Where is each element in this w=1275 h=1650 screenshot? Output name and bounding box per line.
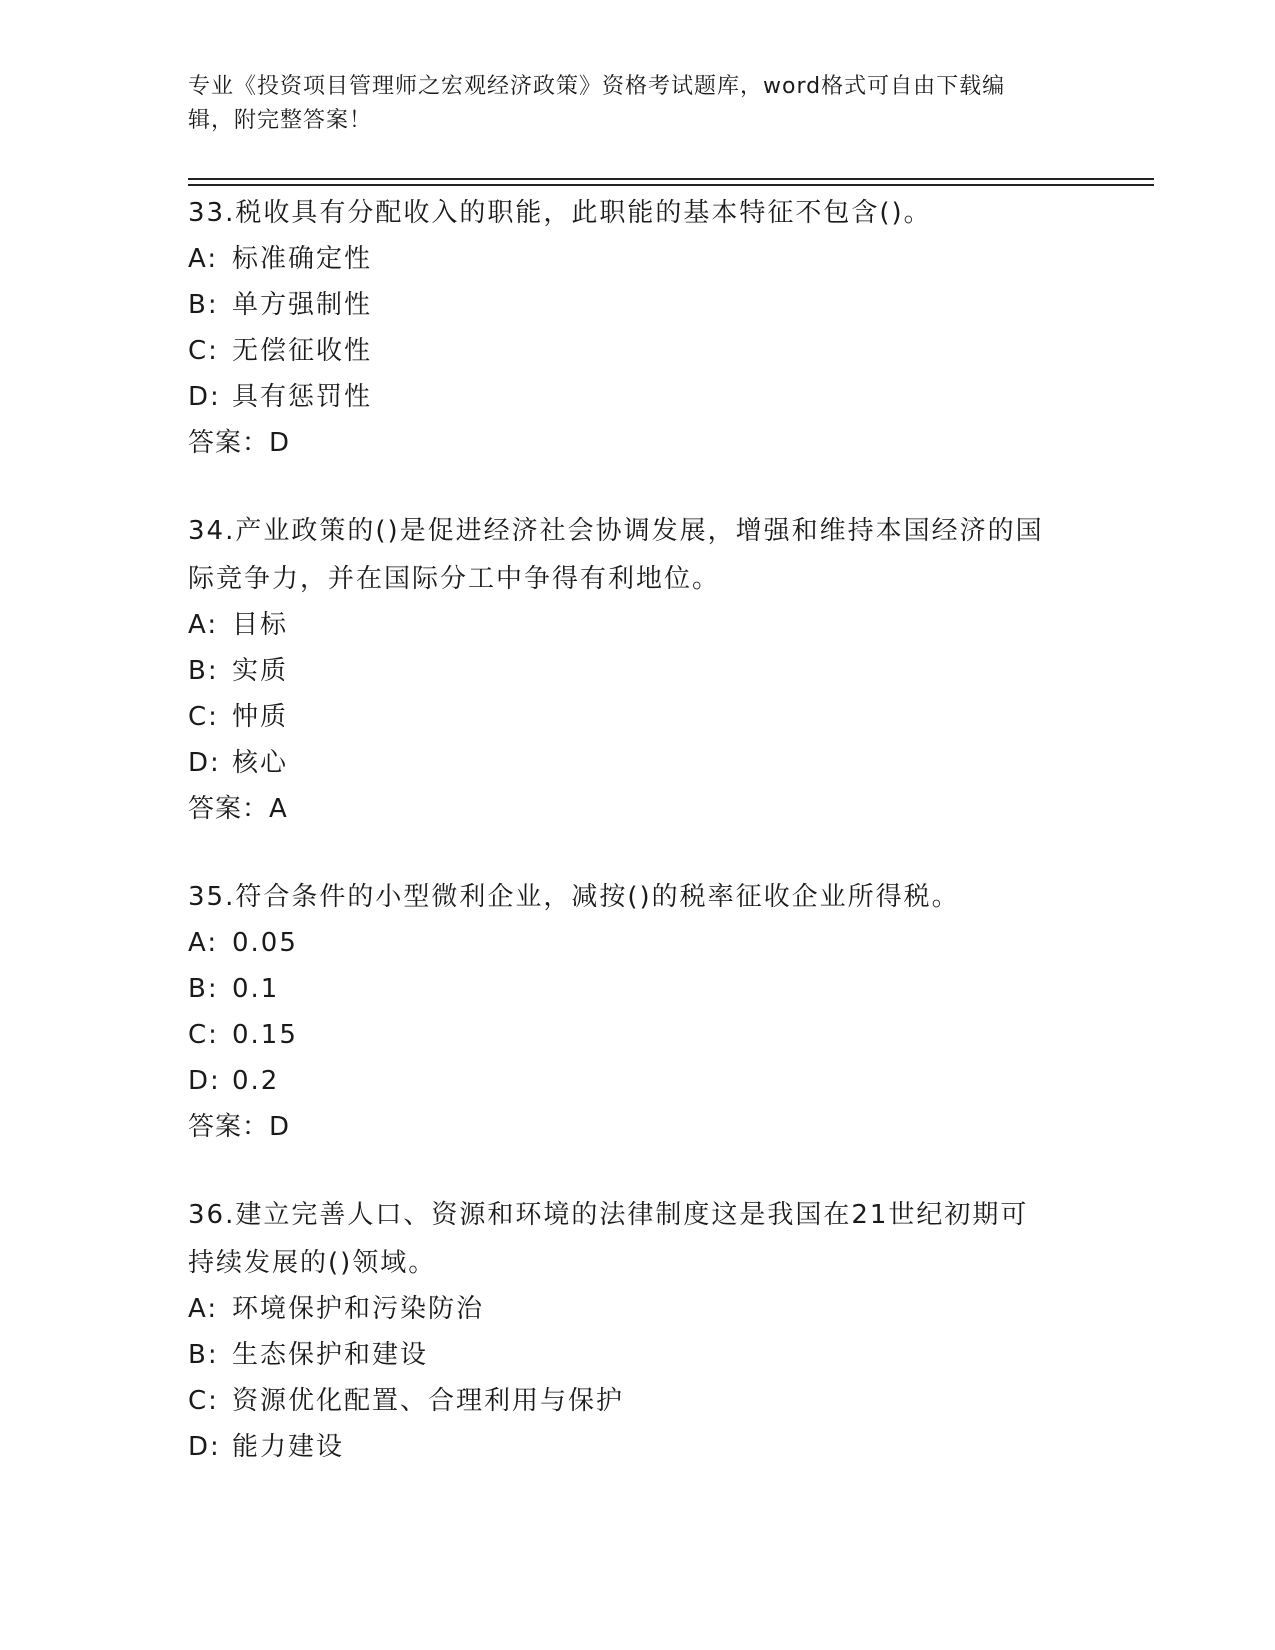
option-letter: D: [188, 1066, 221, 1096]
option-text: 环境保护和污染防治 [232, 1294, 485, 1324]
option-text: 实质 [232, 656, 289, 686]
header-line-1: 专业《投资项目管理师之宏观经济政策》资格考试题库，word格式可自由下载编 [188, 74, 1006, 99]
answer-key: 答案：D [188, 1112, 291, 1142]
option-text: 0.15 [232, 1020, 298, 1050]
option-text: 忡质 [232, 702, 289, 732]
option-text: 资源优化配置、合理利用与保护 [232, 1386, 625, 1416]
question-stem: 36.建立完善人口、资源和环境的法律制度这是我国在21世纪初期可 [188, 1200, 1029, 1230]
answer-key: 答案：A [188, 794, 288, 824]
option-text: 0.05 [232, 928, 298, 958]
question-block [188, 872, 1088, 1150]
option-text: 0.1 [232, 974, 280, 1004]
answer-option [188, 282, 1088, 328]
option-letter: B: [188, 1340, 219, 1370]
answer-option [188, 1378, 1088, 1424]
answer-key: 答案：D [188, 428, 291, 458]
answer-option [188, 328, 1088, 374]
option-letter: C: [188, 1020, 219, 1050]
option-text: 核心 [232, 748, 289, 778]
answer-option [188, 602, 1088, 648]
answer-option [188, 1058, 1088, 1104]
answer-option [188, 1012, 1088, 1058]
option-text: 单方强制性 [232, 290, 373, 320]
question-block [188, 1190, 1088, 1470]
option-letter: D: [188, 1432, 221, 1462]
option-letter: A: [188, 1294, 219, 1324]
answer-option [188, 740, 1088, 786]
question-block [188, 188, 1088, 466]
option-letter: A: [188, 610, 219, 640]
question-stem: 34.产业政策的()是促进经济社会协调发展，增强和维持本国经济的国 [188, 516, 1044, 546]
option-text: 能力建设 [232, 1432, 345, 1462]
answer-option [188, 1286, 1088, 1332]
header-divider-bottom [188, 184, 1154, 186]
answer-option [188, 1424, 1088, 1470]
answer-option [188, 648, 1088, 694]
option-text: 标准确定性 [232, 244, 373, 274]
header-line-2: 辑，附完整答案！ [188, 108, 373, 133]
answer-option [188, 920, 1088, 966]
header-divider-top [188, 178, 1154, 180]
question-stem: 33.税收具有分配收入的职能，此职能的基本特征不包含()。 [188, 198, 932, 228]
option-letter: C: [188, 702, 219, 732]
question-stem: 35.符合条件的小型微利企业，减按()的税率征收企业所得税。 [188, 882, 960, 912]
answer-option [188, 236, 1088, 282]
answer-option [188, 374, 1088, 420]
option-letter: C: [188, 336, 219, 366]
option-letter: D: [188, 748, 221, 778]
option-letter: C: [188, 1386, 219, 1416]
option-text: 目标 [232, 610, 289, 640]
option-text: 0.2 [232, 1066, 280, 1096]
option-letter: D: [188, 382, 221, 412]
option-letter: B: [188, 656, 219, 686]
answer-option [188, 966, 1088, 1012]
option-letter: A: [188, 928, 219, 958]
document-header [188, 70, 1068, 138]
option-letter: B: [188, 290, 219, 320]
option-text: 生态保护和建设 [232, 1340, 429, 1370]
option-letter: A: [188, 244, 219, 274]
question-block [188, 506, 1088, 832]
question-stem: 持续发展的()领域。 [188, 1248, 437, 1278]
answer-option [188, 1332, 1088, 1378]
question-stem: 际竞争力，并在国际分工中争得有利地位。 [188, 564, 721, 594]
option-text: 无偿征收性 [232, 336, 373, 366]
answer-option [188, 694, 1088, 740]
option-text: 具有惩罚性 [232, 382, 373, 412]
option-letter: B: [188, 974, 219, 1004]
question-list [188, 188, 1088, 1510]
